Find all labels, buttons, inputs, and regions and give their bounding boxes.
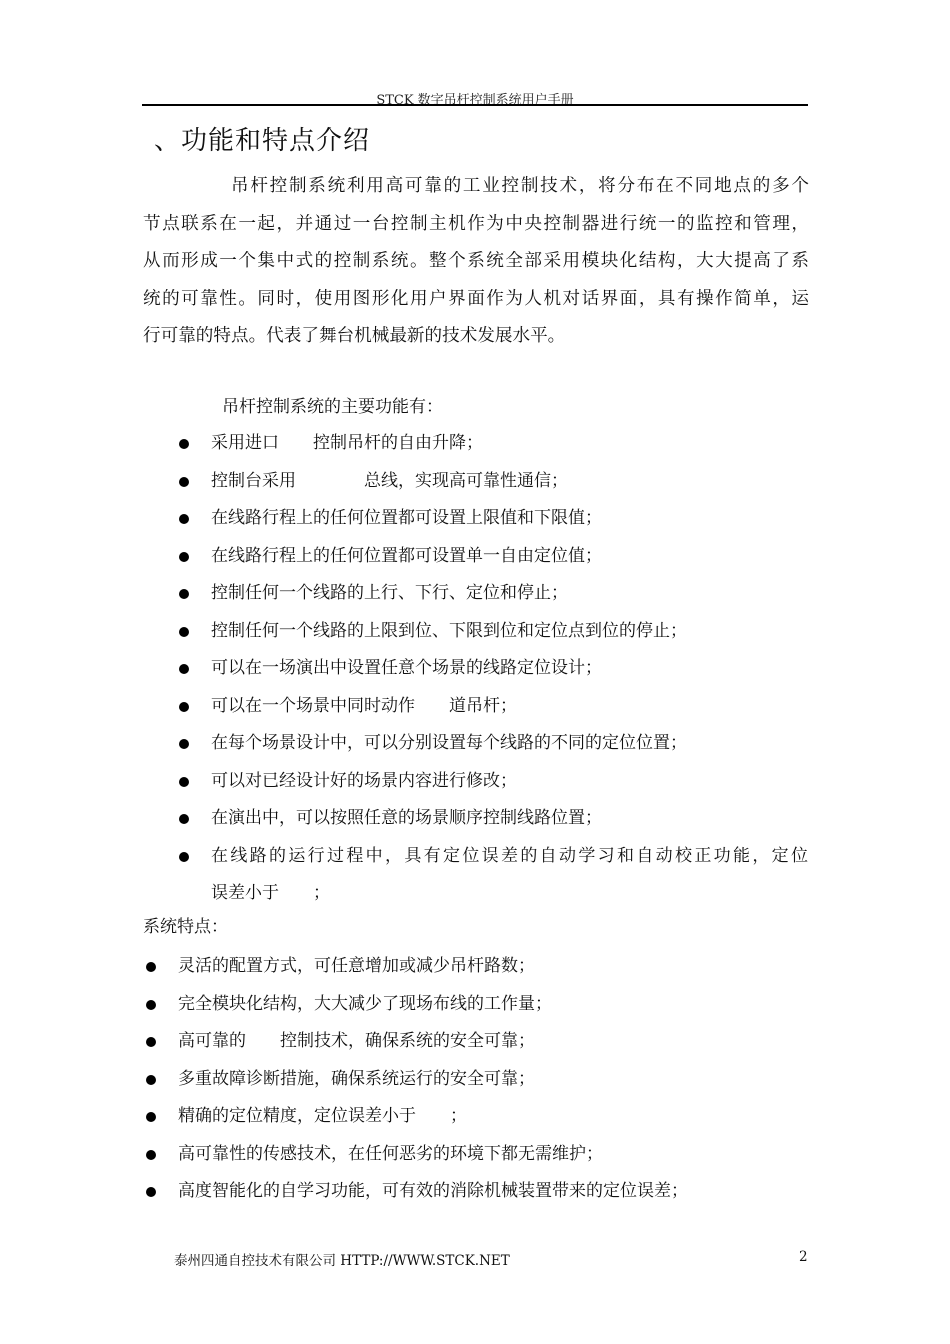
list-item-text: 灵活的配置方式，可任意增加或减少吊杆路数； [178, 956, 535, 976]
section-title: 、功能和特点介绍 [154, 126, 371, 156]
intro-paragraph [143, 168, 809, 356]
list-item-text: 完全模块化结构，大大减少了现场布线的工作量； [178, 993, 552, 1014]
list-item-text: 在线路行程上的任何位置都可设置上限值和下限值； [211, 508, 602, 528]
paragraph-line: 统的可靠性。同时，使用图形化用户界面作为人机对话界面，具有操作简单，运 [143, 288, 809, 309]
features-title: 系统特点： [143, 917, 228, 937]
list-item-text: 在线路的运行过程中，具有定位误差的自动学习和自动校正功能，定位 [211, 845, 808, 866]
list-item [177, 575, 817, 613]
list-item [144, 1023, 784, 1061]
running-header: STCK 数字吊杆控制系统用户手册 [376, 93, 574, 108]
list-item-text: 高可靠性的传感技术，在任何恶劣的环境下都无需维护； [178, 1143, 603, 1164]
list-item-text: 采用进口 控制吊杆的自由升降； [211, 433, 483, 453]
paragraph-line: 从而形成一个集中式的控制系统。整个系统全部采用模块化结构，大大提高了系 [143, 251, 809, 271]
list-item-text: 控制台采用 总线，实现高可靠性通信； [211, 470, 568, 491]
list-item [177, 463, 817, 501]
list-item-text: 在线路行程上的任何位置都可设置单一自由定位值； [211, 545, 602, 566]
bullet-icon [179, 814, 189, 824]
list-item [177, 650, 817, 688]
bullet-icon [146, 962, 156, 972]
list-item-text: 高可靠的 控制技术，确保系统的安全可靠； [178, 1031, 535, 1051]
list-item-text: 在每个场景设计中，可以分别设置每个线路的不同的定位位置； [211, 733, 687, 753]
bullet-icon [179, 739, 189, 749]
list-item [177, 763, 817, 801]
paragraph-line: 行可靠的特点。代表了舞台机械最新的技术发展水平。 [143, 326, 566, 346]
footer-company: 泰州四通自控技术有限公司 HTTP://WWW.STCK.NET [174, 1253, 510, 1269]
paragraph-line: 吊杆控制系统利用高可靠的工业控制技术，将分布在不同地点的多个 [231, 176, 809, 196]
list-item-text: 可以在一场演出中设置任意个场景的线路定位设计； [211, 658, 602, 678]
list-item-text: 可以对已经设计好的场景内容进行修改； [211, 770, 517, 791]
bullet-icon [179, 777, 189, 787]
list-item [144, 948, 784, 986]
list-item [144, 986, 784, 1024]
functions-intro: 吊杆控制系统的主要功能有： [222, 397, 443, 417]
bullet-icon [179, 477, 189, 487]
bullet-icon [179, 664, 189, 674]
features-list [144, 948, 784, 1211]
list-item-text: 在演出中，可以按照任意的场景顺序控制线路位置； [211, 808, 602, 828]
list-item [177, 838, 817, 913]
list-item-text: 控制任何一个线路的上限到位、下限到位和定位点到位的停止； [211, 620, 687, 641]
list-item-text: 高度智能化的自学习功能，可有效的消除机械装置带来的定位误差； [178, 1181, 688, 1201]
bullet-icon [146, 1000, 156, 1010]
list-item-text: 精确的定位精度，定位误差小于 ； [178, 1106, 467, 1126]
bullet-icon [179, 552, 189, 562]
list-item-text: 控制任何一个线路的上行、下行、定位和停止； [211, 583, 568, 603]
bullet-icon [146, 1187, 156, 1197]
bullet-icon [146, 1037, 156, 1047]
bullet-icon [179, 627, 189, 637]
list-item-text: 可以在一个场景中同时动作 道吊杆； [211, 695, 517, 716]
header-rule [142, 104, 808, 106]
list-item [177, 425, 817, 463]
bullet-icon [146, 1075, 156, 1085]
bullet-icon [179, 852, 189, 862]
functions-list [177, 425, 817, 913]
list-item [177, 500, 817, 538]
bullet-icon [179, 439, 189, 449]
bullet-icon [179, 702, 189, 712]
list-item [177, 688, 817, 726]
list-item-text: 误差小于 ； [211, 883, 330, 903]
list-item [177, 538, 817, 576]
bullet-icon [146, 1112, 156, 1122]
list-item [177, 613, 817, 651]
bullet-icon [179, 589, 189, 599]
bullet-icon [146, 1150, 156, 1160]
paragraph-line: 节点联系在一起，并通过一台控制主机作为中央控制器进行统一的监控和管理， [143, 213, 809, 234]
page-number: 2 [799, 1249, 808, 1265]
list-item [144, 1136, 784, 1174]
list-item [144, 1061, 784, 1099]
list-item-text: 多重故障诊断措施，确保系统运行的安全可靠； [178, 1068, 535, 1089]
list-item [144, 1098, 784, 1136]
list-item [144, 1173, 784, 1211]
bullet-icon [179, 514, 189, 524]
list-item [177, 800, 817, 838]
list-item [177, 725, 817, 763]
